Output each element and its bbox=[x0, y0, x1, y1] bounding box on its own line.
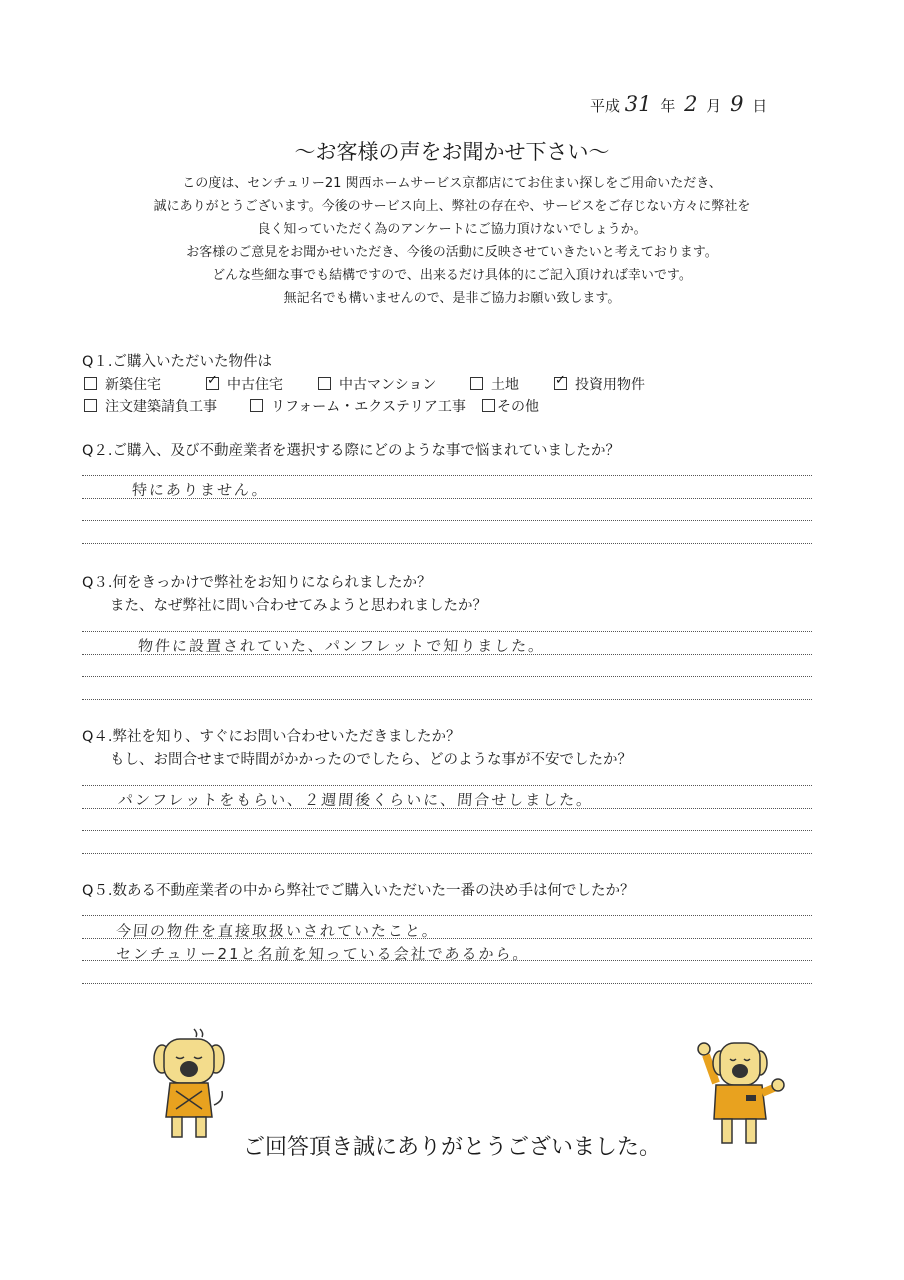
option-reform[interactable] bbox=[250, 396, 466, 416]
checkbox[interactable] bbox=[250, 399, 263, 412]
option-label: 投資用物件 bbox=[575, 377, 645, 393]
date-day-unit: 日 bbox=[752, 97, 768, 115]
answer-line bbox=[82, 676, 812, 677]
date-month-unit: 月 bbox=[706, 97, 722, 115]
option-label: 新築住宅 bbox=[105, 377, 161, 393]
checkbox[interactable] bbox=[318, 377, 331, 390]
answer-line bbox=[82, 631, 812, 632]
intro-line: この度は、センチュリー21 関西ホームサービス京都店にてお住まい探しをご用命いただき、 bbox=[182, 176, 722, 191]
answer-line bbox=[82, 520, 812, 521]
q2-answer: 特にありません。 bbox=[131, 481, 270, 499]
intro-line: 無記名でも構いませんので、是非ご協力お願い致します。 bbox=[283, 291, 621, 306]
date-month: 2 bbox=[684, 92, 698, 116]
checkbox-checked[interactable] bbox=[554, 377, 567, 390]
answer-line bbox=[82, 475, 812, 476]
q4-question: Q４.弊社を知り、すぐにお問い合わせいただきましたか？ bbox=[82, 729, 461, 745]
intro-line: 良く知っていただく為のアンケートにご協力頂けないでしょうか。 bbox=[257, 222, 647, 237]
q3-answer: 物件に設置されていた、パンフレットで知りました。 bbox=[137, 637, 546, 655]
checkbox[interactable] bbox=[84, 399, 97, 412]
answer-line bbox=[82, 543, 812, 544]
intro-text bbox=[0, 172, 904, 310]
q3-question-2: また、なぜ弊社に問い合わせてみようと思われましたか？ bbox=[110, 598, 487, 614]
q1-options bbox=[82, 374, 822, 418]
date-era: 平成 bbox=[590, 97, 621, 115]
date-year: 31 bbox=[624, 92, 652, 116]
option-label: 土地 bbox=[491, 377, 519, 393]
intro-line: 誠にありがとうございます。今後のサービス向上、弊社の存在や、サービスをご存じない方々に弊社を bbox=[153, 199, 751, 214]
date-day: 9 bbox=[730, 92, 744, 116]
option-investment[interactable] bbox=[554, 374, 645, 394]
option-used-mansion[interactable] bbox=[318, 374, 436, 394]
intro-line: お客様のご意見をお聞かせいただき、今後の活動に反映させていきたいと考えております。 bbox=[186, 245, 718, 260]
option-custom-build[interactable] bbox=[84, 396, 217, 416]
date-year-unit: 年 bbox=[660, 97, 676, 115]
option-label: 中古住宅 bbox=[227, 377, 283, 393]
thanks-message: ご回答頂き誠にありがとうございました。 bbox=[242, 1135, 661, 1160]
intro-line: どんな些細な事でも結構ですので、出来るだけ具体的にご記入頂ければ幸いです。 bbox=[212, 268, 692, 283]
q3-question: Q３.何をきっかけで弊社をお知りになられましたか？ bbox=[82, 575, 432, 591]
q2-question: Q２.ご購入、及び不動産業者を選択する際にどのような事で悩まれていましたか？ bbox=[82, 443, 621, 459]
option-label: 中古マンション bbox=[339, 377, 437, 393]
checkbox-checked[interactable] bbox=[206, 377, 219, 390]
checkbox[interactable] bbox=[470, 377, 483, 390]
option-land[interactable] bbox=[470, 374, 519, 394]
q5-question: Q５.数ある不動産業者の中から弊社でご購入いただいた一番の決め手は何でしたか？ bbox=[82, 883, 635, 899]
q1-question: Q１.ご購入いただいた物件は bbox=[82, 354, 273, 370]
answer-line bbox=[82, 915, 812, 916]
option-label: リフォーム・エクステリア工事 bbox=[271, 399, 466, 415]
answer-line bbox=[82, 983, 812, 984]
option-new-house[interactable] bbox=[84, 374, 161, 394]
mascot-dog-bowing bbox=[150, 1025, 230, 1140]
q4-question-2: もし、お問合せまで時間がかかったのでしたら、どのような事が不安でしたか？ bbox=[110, 752, 632, 768]
option-other[interactable] bbox=[482, 396, 539, 416]
option-label: 注文建築請負工事 bbox=[105, 399, 217, 415]
q5-answer-line-2: センチュリー21と名前を知っている会社であるから。 bbox=[115, 945, 531, 963]
q5-answer-line-1: 今回の物件を直接取扱いされていたこと。 bbox=[115, 922, 440, 940]
option-label: その他 bbox=[497, 399, 539, 415]
answer-line bbox=[82, 699, 812, 700]
checkbox[interactable] bbox=[84, 377, 97, 390]
q4-answer: パンフレットをもらい、２週間後くらいに、問合せしました。 bbox=[117, 791, 594, 809]
checkbox[interactable] bbox=[482, 399, 495, 412]
answer-line bbox=[82, 830, 812, 831]
answer-line bbox=[82, 785, 812, 786]
option-used-house[interactable] bbox=[206, 374, 283, 394]
date-line bbox=[590, 92, 771, 116]
page-title: 〜お客様の声をお聞かせ下さい〜 bbox=[294, 140, 610, 164]
answer-line bbox=[82, 853, 812, 854]
